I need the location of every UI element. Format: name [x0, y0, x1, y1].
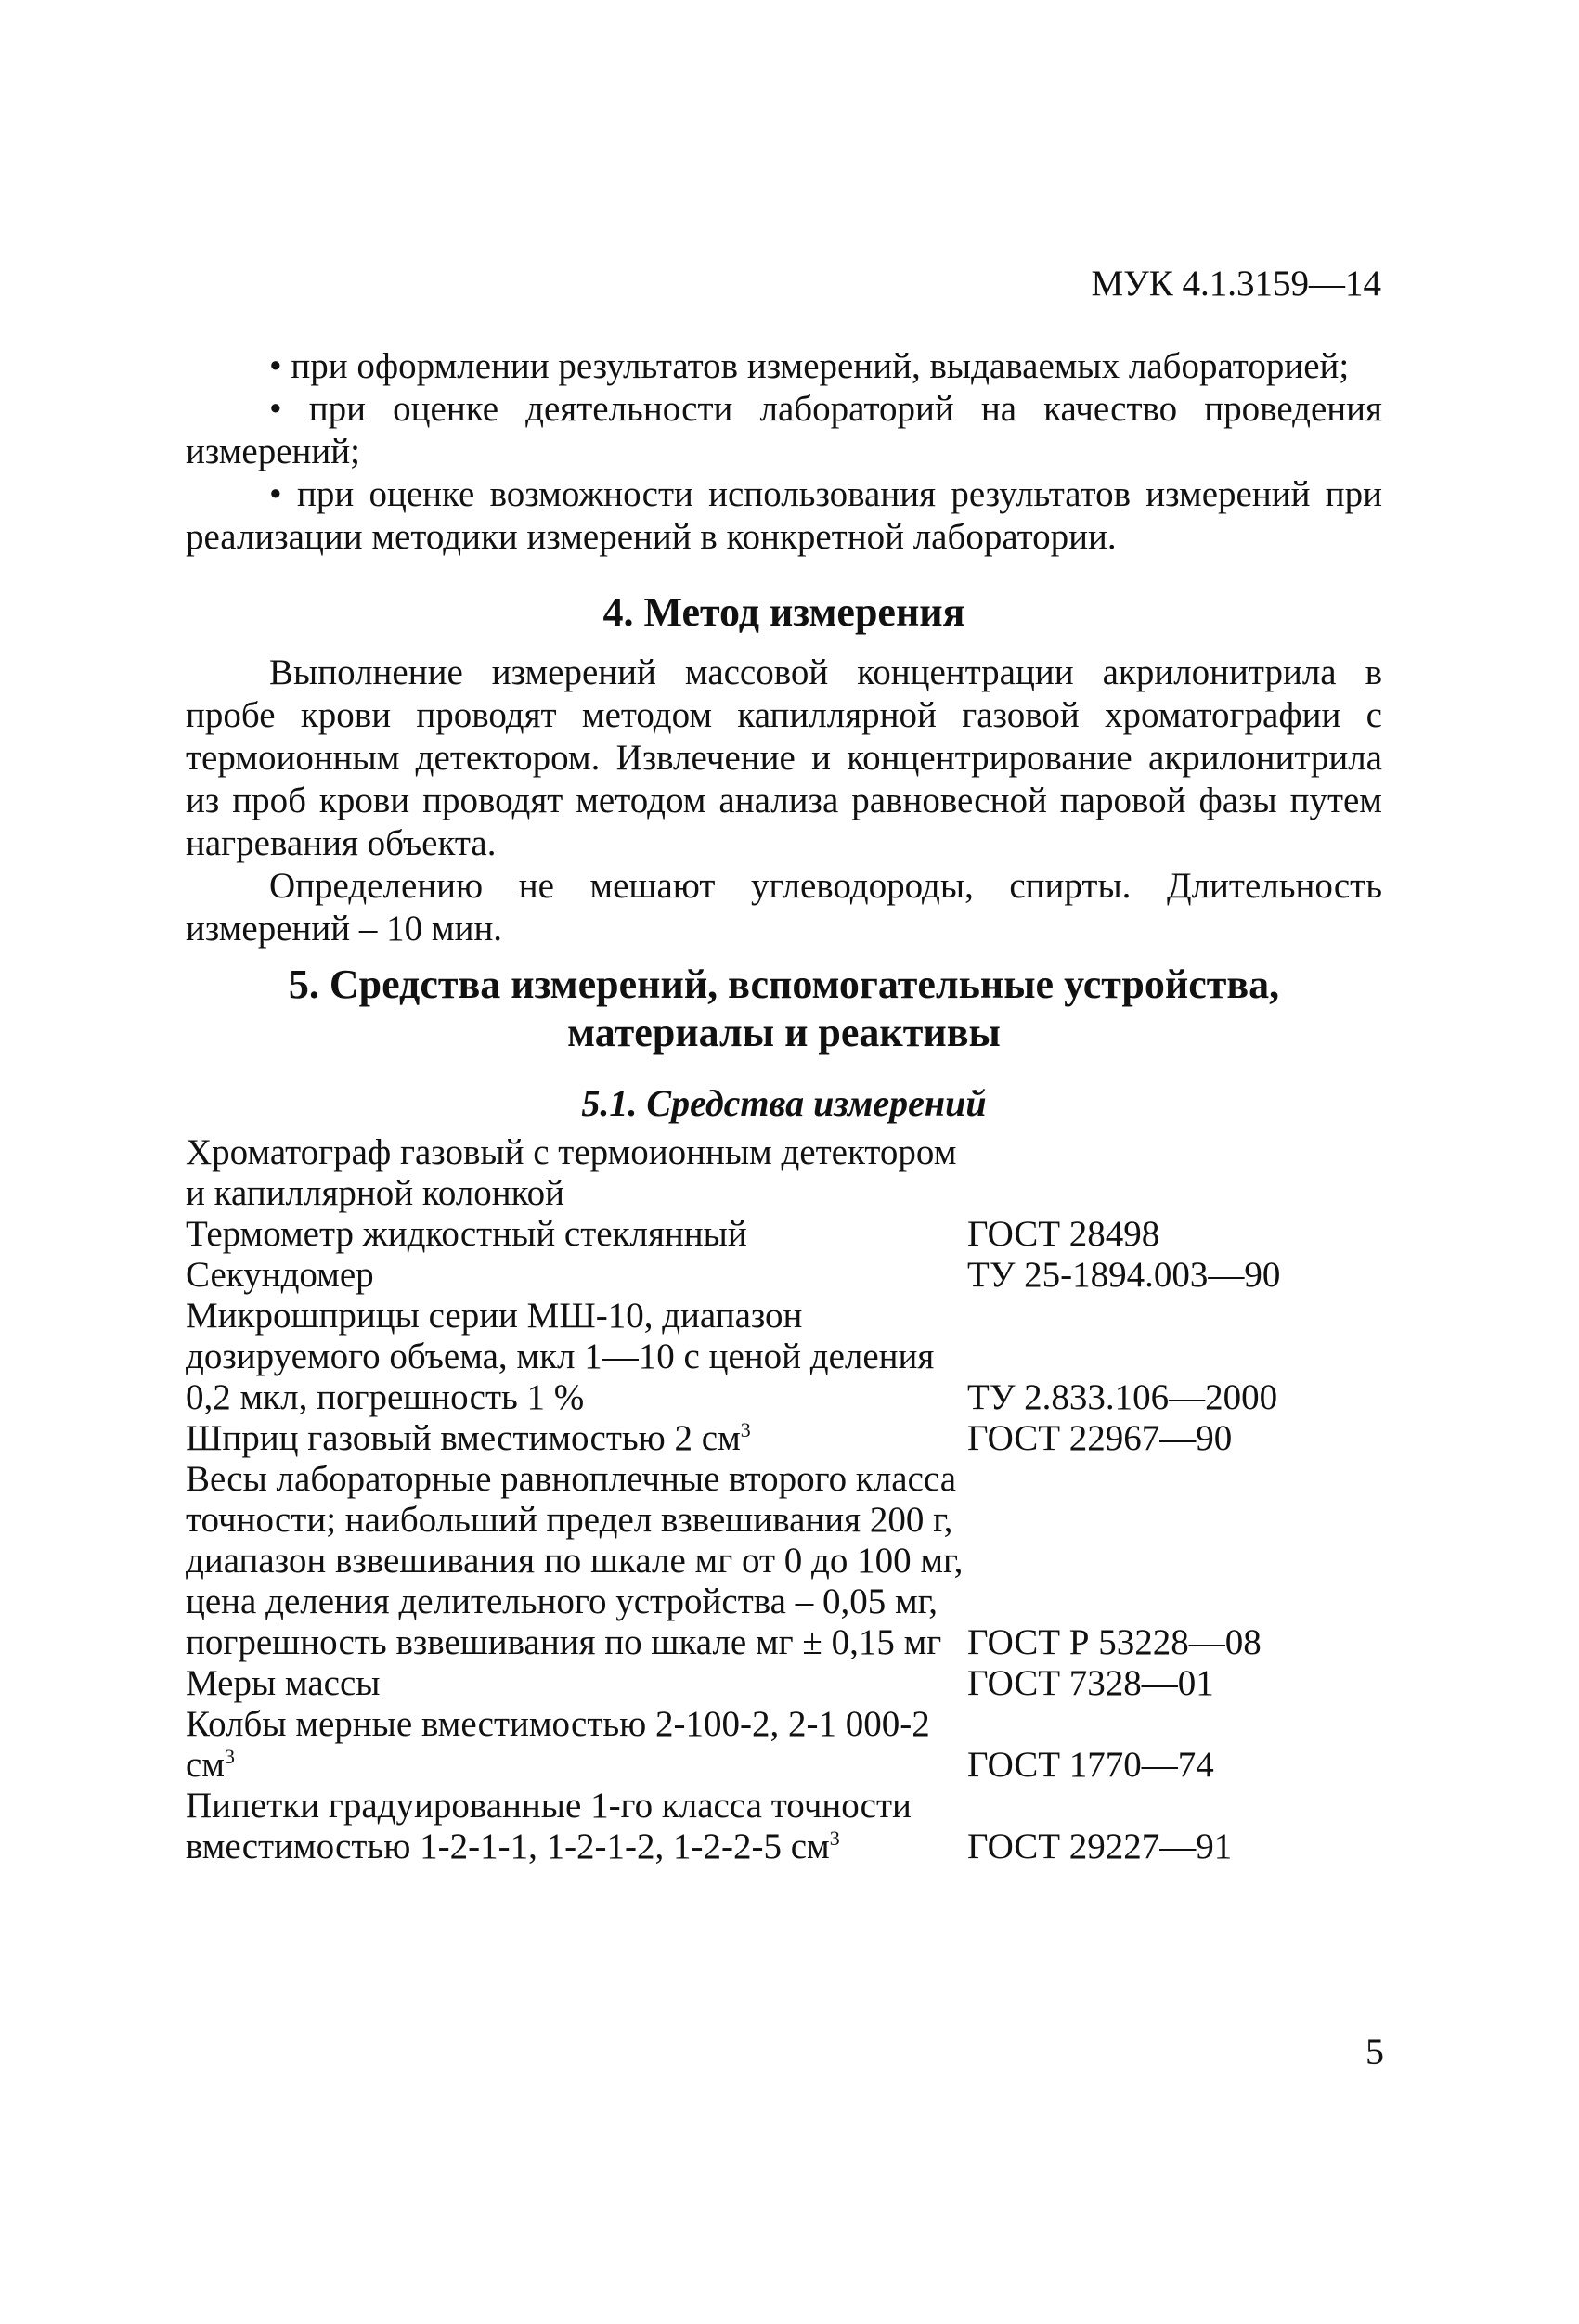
intro-bullets — [186, 345, 1382, 559]
section-5-title-line1: 5. Средства измерений, вспомогательные устройства, — [288, 962, 1280, 1007]
instrument-standard: ТУ 2.833.106—2000 — [967, 1377, 1278, 1417]
instrument-standard: ГОСТ 1770—74 — [967, 1745, 1214, 1785]
instrument-name-with-sup — [186, 1418, 967, 1459]
bullet-item: • при оценке деятельности лабораторий на качество проведения измерений; — [186, 389, 1382, 471]
instrument-row — [186, 1459, 1383, 1663]
instruments-list — [186, 1132, 1383, 1867]
instrument-standard: ТУ 25-1894.003—90 — [967, 1255, 1281, 1295]
instrument-name: Меры массы — [186, 1663, 381, 1703]
instrument-name: Весы лабораторные равноплечные второго класса точности; наибольший предел взвешивания 200 г, диапазон взвешивания по шкале мг от 0 до 100 мг, цена деления делительного устройства – 0,05 мг, погрешность взвешивания по шкале мг ± 0,15 мг — [186, 1459, 964, 1662]
instrument-name-text: Колбы мерные вместимостью 2-100-2, 2-1 000-2 см — [186, 1704, 930, 1785]
instrument-name-text: Шприц газовый вместимостью 2 см — [186, 1418, 741, 1458]
instrument-row — [186, 1704, 1383, 1786]
instrument-row — [186, 1255, 1383, 1296]
instrument-row — [186, 1418, 1383, 1459]
instrument-name: Микрошприцы серии МШ-10, диапазон дозируемого объема, мкл 1—10 с ценой деления 0,2 мкл, погрешность 1 % — [186, 1296, 935, 1417]
instrument-standard: ГОСТ 22967—90 — [967, 1418, 1233, 1458]
instrument-standard: ГОСТ Р 53228—08 — [967, 1622, 1262, 1662]
instrument-name: Хроматограф газовый с термоионным детектором и капиллярной колонкой — [186, 1132, 957, 1213]
document-code: МУК 4.1.3159—14 — [1091, 264, 1381, 303]
instrument-standard: ГОСТ 7328—01 — [967, 1663, 1214, 1703]
instrument-name-with-sup — [186, 1786, 967, 1867]
bullet-item: • при оценке возможности использования результатов измерений при реализации методики измерений в конкретной лаборатории. — [186, 474, 1382, 557]
section-4-title: 4. Метод измерения — [602, 589, 965, 635]
instrument-name: Термометр жидкостный стеклянный — [186, 1214, 747, 1254]
instrument-standard: ГОСТ 28498 — [967, 1214, 1160, 1254]
paragraph: Выполнение измерений массовой концентрации акрилонитрила в пробе крови проводят методом капиллярной газовой хроматографии с термоионным детектором. Извлечение и концентрирование акрилонитрила из проб крови проводят методом анализа равновесной паровой фазы путем нагревания объекта. — [186, 652, 1382, 863]
instrument-row — [186, 1786, 1383, 1867]
subsection-5-1-title: 5.1. Средства измерений — [581, 1082, 987, 1124]
instrument-row — [186, 1214, 1383, 1255]
section-4-body — [186, 652, 1382, 950]
instrument-row — [186, 1132, 1383, 1214]
instrument-standard: ГОСТ 29227—91 — [967, 1827, 1233, 1866]
paragraph: Определению не мешают углеводороды, спирты. Длительность измерений – 10 мин. — [186, 866, 1382, 949]
instrument-name-text: Пипетки градуированные 1-го класса точности вместимостью 1-2-1-1, 1-2-1-2, 1-2-2-5 см — [186, 1786, 912, 1866]
instrument-name: Секундомер — [186, 1255, 374, 1295]
bullet-item: • при оформлении результатов измерений, выдаваемых лабораторией; — [269, 346, 1350, 386]
instrument-row — [186, 1663, 1383, 1704]
instrument-row — [186, 1296, 1383, 1418]
section-5-title-line2: материалы и реактивы — [567, 1010, 1001, 1055]
superscript: 3 — [225, 1745, 235, 1768]
instrument-name-with-sup — [186, 1704, 967, 1786]
section-5-title — [186, 961, 1382, 1057]
superscript: 3 — [740, 1418, 751, 1441]
superscript: 3 — [829, 1827, 840, 1850]
page-number: 5 — [1365, 2031, 1384, 2072]
